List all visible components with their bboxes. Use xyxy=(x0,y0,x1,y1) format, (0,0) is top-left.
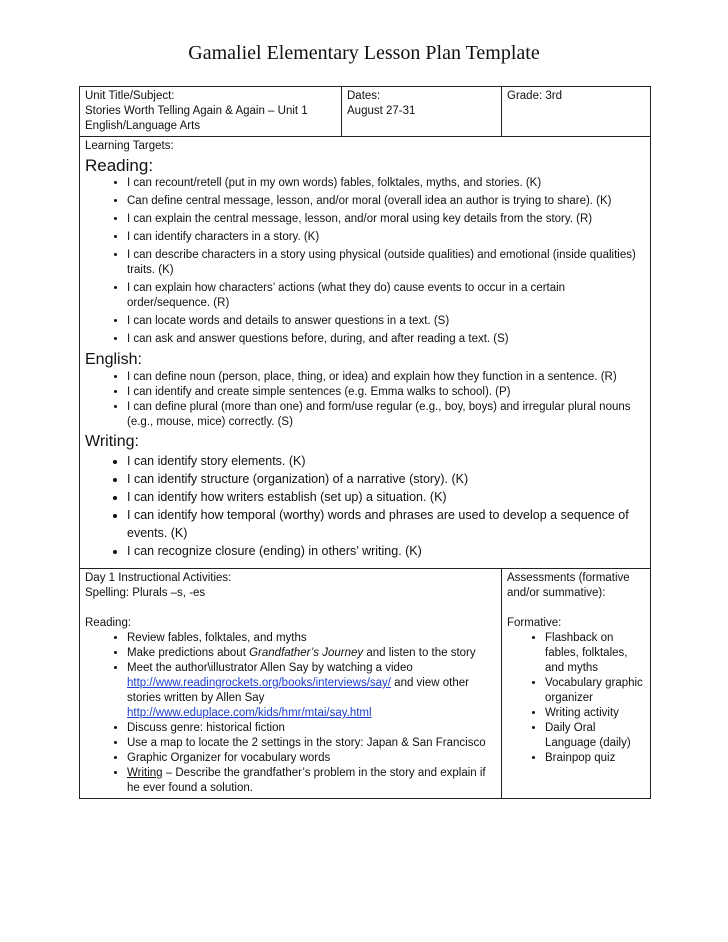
document-title: Gamaliel Elementary Lesson Plan Template xyxy=(188,42,540,64)
list-item: • I can recognize closure (ending) in others’ writing. (K) xyxy=(127,542,645,560)
learning-targets-label: Learning Targets: xyxy=(85,140,174,152)
predict-text-end: and listen to the story xyxy=(363,647,476,659)
dates-label: Dates: xyxy=(347,90,381,102)
assessments-list xyxy=(507,631,645,766)
list-item: • I can describe characters in a story using physical (outside qualities) and emotional (inside qualities) traits. (K) xyxy=(127,248,645,278)
list-item: • Use a map to locate the 2 settings in the story: Japan & San Francisco xyxy=(127,736,496,751)
day1-label: Day 1 Instructional Activities: xyxy=(85,572,232,584)
assessments-cell xyxy=(502,569,651,799)
writing-targets-list xyxy=(85,452,645,560)
eduplace-link[interactable]: http://www.eduplace.com/kids/hmr/mtai/say.html xyxy=(127,707,372,719)
list-item: • I can identify story elements. (K) xyxy=(127,452,645,470)
spacer xyxy=(507,601,645,616)
list-item: • Can define central message, lesson, and/or moral (overall idea an author is trying to share). (K) xyxy=(127,194,645,209)
day1-row xyxy=(80,569,651,799)
meet-author-text-mid: and view other stories written by Allen Say xyxy=(127,677,469,704)
dates-value: August 27-31 xyxy=(347,105,416,117)
unit-title: Stories Worth Telling Again & Again – Unit 1 xyxy=(85,105,308,117)
list-item: • I can identify structure (organization) of a narrative (story). (K) xyxy=(127,470,645,488)
list-item: • I can locate words and details to answer questions in a text. (S) xyxy=(127,314,645,329)
assessments-label: Assessments (formative and/or summative): xyxy=(507,572,630,599)
list-item xyxy=(127,766,496,796)
meet-author-text: Meet the author\illustrator Allen Say by watching a video xyxy=(127,662,413,674)
list-item: • Vocabulary graphic organizer xyxy=(545,676,645,706)
header-row xyxy=(80,87,651,137)
writing-word: Writing xyxy=(127,767,163,779)
list-item: • I can define plural (more than one) and form/use regular (e.g., boy, boys) and irregular plural nouns (e.g., mouse, mice) correctly. (S) xyxy=(127,400,645,430)
list-item: • I can identify characters in a story. (K) xyxy=(127,230,645,245)
unit-label: Unit Title/Subject: xyxy=(85,90,175,102)
list-item: • Review fables, folktales, and myths xyxy=(127,631,496,646)
list-item: • I can ask and answer questions before, during, and after reading a text. (S) xyxy=(127,332,645,347)
reading-section-title: Reading: xyxy=(85,156,154,175)
readingrockets-link[interactable]: http://www.readingrockets.org/books/interviews/say/ xyxy=(127,677,391,689)
dates-cell xyxy=(342,87,502,137)
unit-subject: English/Language Arts xyxy=(85,120,201,132)
predict-text: Make predictions about xyxy=(127,647,250,659)
lesson-plan-table xyxy=(79,86,651,799)
grade-value: Grade: 3rd xyxy=(507,90,562,102)
list-item: • I can identify and create simple sentences (e.g. Emma walks to school). (P) xyxy=(127,385,645,400)
list-item: • I can explain the central message, lesson, and/or moral using key details from the story. (R) xyxy=(127,212,645,227)
writing-section-title: Writing: xyxy=(85,433,139,450)
spelling-line: Spelling: Plurals –s, -es xyxy=(85,587,206,599)
spacer xyxy=(85,601,496,616)
reading-targets-list xyxy=(85,176,645,347)
grade-cell xyxy=(502,87,651,137)
list-item: • Brainpop quiz xyxy=(545,751,645,766)
list-item: • I can recount/retell (put in my own words) fables, folktales, myths, and stories. (K) xyxy=(127,176,645,191)
day1-activities-cell xyxy=(80,569,502,799)
list-item xyxy=(127,661,496,721)
formative-label: Formative: xyxy=(507,617,562,629)
list-item: • Discuss genre: historical fiction xyxy=(127,721,496,736)
list-item: • Flashback on fables, folktales, and myths xyxy=(545,631,645,676)
list-item: • I can define noun (person, place, thing, or idea) and explain how they function in a sentence. (R) xyxy=(127,370,645,385)
list-item: • Daily Oral Language (daily) xyxy=(545,721,645,751)
unit-cell xyxy=(80,87,342,137)
english-section-title: English: xyxy=(85,351,142,368)
targets-row xyxy=(80,137,651,569)
english-targets-list xyxy=(85,370,645,430)
spacer xyxy=(85,560,645,566)
list-item: • I can identify how temporal (worthy) words and phrases are used to develop a sequence of events. (K) xyxy=(127,506,645,542)
list-item: • I can explain how characters’ actions (what they do) cause events to occur in a certain order/sequence. (R) xyxy=(127,281,645,311)
list-item xyxy=(127,646,496,661)
reading-activities-label: Reading: xyxy=(85,617,132,629)
list-item: • I can identify how writers establish (set up) a situation. (K) xyxy=(127,488,645,506)
writing-activity-text: – Describe the grandfather’s problem in the story and explain if he ever found a solution. xyxy=(127,767,486,794)
list-item: • Writing activity xyxy=(545,706,645,721)
day1-activities-list xyxy=(85,631,496,796)
targets-cell xyxy=(80,137,651,569)
list-item: • Graphic Organizer for vocabulary words xyxy=(127,751,496,766)
book-title: Grandfather’s Journey xyxy=(249,647,364,659)
